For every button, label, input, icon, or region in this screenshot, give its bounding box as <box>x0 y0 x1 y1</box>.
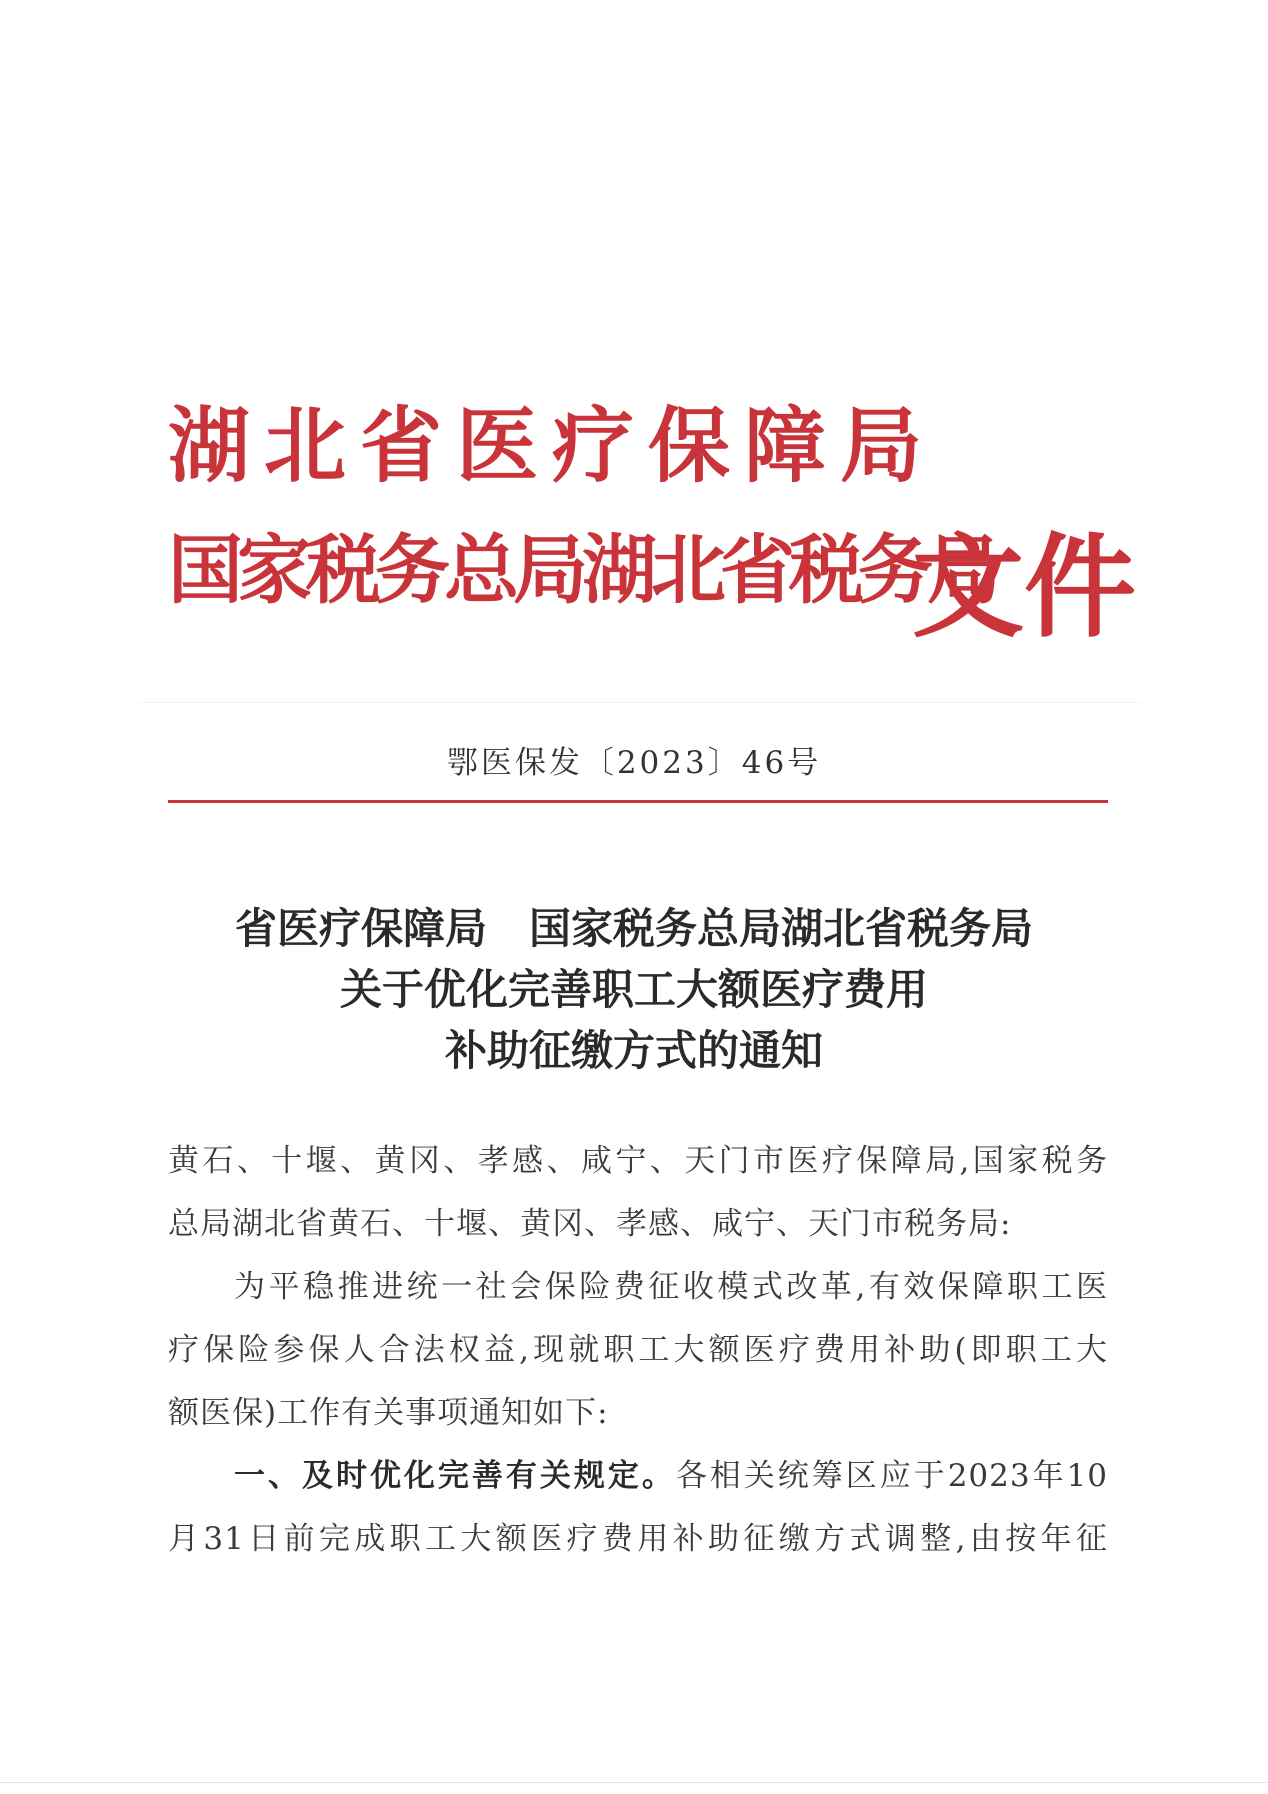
issuing-authorities <box>168 398 997 614</box>
section-1-line-2: 月31日前完成职工大额医疗费用补助征缴方式调整,由按年征 <box>168 1521 1108 1557</box>
issuer-medical-security-bureau: 湖北省医疗保障局 <box>168 398 937 494</box>
scan-artifact-line <box>140 702 1140 703</box>
title-line-3: 补助征缴方式的通知 <box>444 1026 823 1075</box>
title-line-1: 省医疗保障局 国家税务总局湖北省税务局 <box>234 904 1033 953</box>
intro-line-2: 疗保险参保人合法权益,现就职工大额医疗费用补助(即职工大 <box>168 1332 1108 1368</box>
title-line-2: 关于优化完善职工大额医疗费用 <box>339 965 928 1014</box>
addressee-line-1: 黄石、十堰、黄冈、孝感、咸宁、天门市医疗保障局,国家税务 <box>168 1143 1108 1179</box>
section-1-line-1-text: 各相关统筹区应于2023年10 <box>675 1458 1109 1494</box>
red-separator-rule <box>168 800 1108 803</box>
intro-line-1: 为平稳推进统一社会保险费征收模式改革,有效保障职工医 <box>234 1269 1108 1305</box>
document-word: 文件 <box>912 522 1136 653</box>
section-1-heading: 一、及时优化完善有关规定。 <box>234 1458 676 1494</box>
notice-body <box>168 1130 1108 1571</box>
document-number: 鄂医保发〔2023〕46号 <box>446 745 822 781</box>
addressee-line-2: 总局湖北省黄石、十堰、黄冈、孝感、咸宁、天门市税务局: <box>168 1206 1012 1242</box>
notice-title <box>0 898 1268 1081</box>
section-1-line-1 <box>168 1445 1108 1508</box>
intro-line-3: 额医保)工作有关事项通知如下: <box>168 1395 609 1431</box>
issuer-tax-bureau: 国家税务总局湖北省税务局 <box>168 526 997 614</box>
scan-edge-line <box>0 1782 1268 1783</box>
